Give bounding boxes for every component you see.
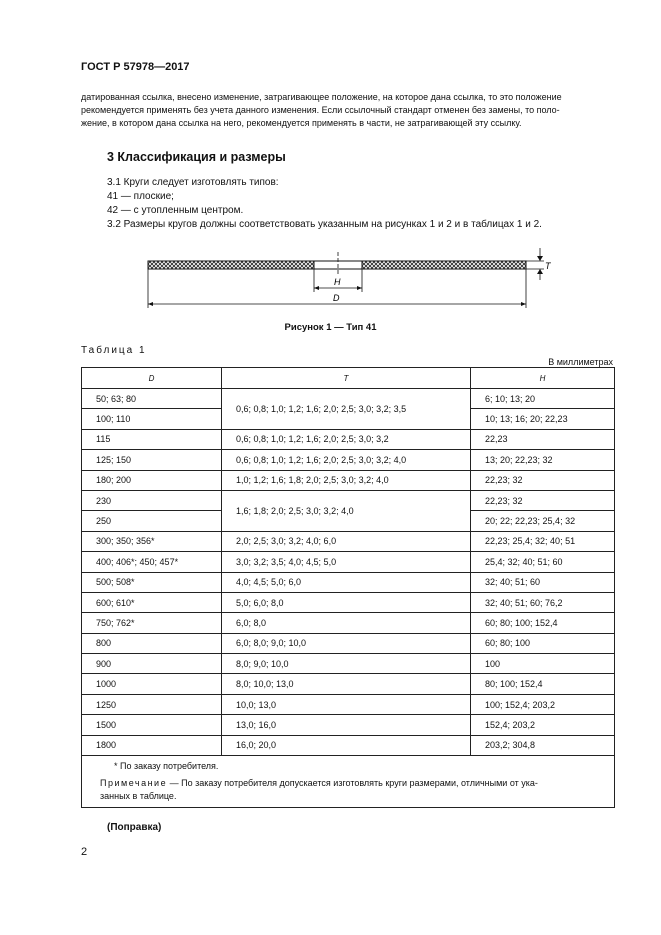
cell-h: 22,23; 32: [471, 490, 615, 510]
document-header: ГОСТ Р 57978—2017: [81, 61, 190, 73]
table-row: [82, 694, 615, 714]
table-row: [82, 450, 615, 470]
cell-d: 300; 350; 356*: [82, 531, 222, 551]
body-line: 3.2 Размеры кругов должны соответствовать указанным на рисунках 1 и 2 и в таблицах 1 и 2.: [107, 219, 542, 230]
cell-h: 22,23; 25,4; 32; 40; 51: [471, 531, 615, 551]
cell-t: 2,0; 2,5; 3,0; 3,2; 4,0; 6,0: [222, 531, 471, 551]
intro-line: рекомендуется применять без учета данного изменения. Если ссылочный стандарт отменен без замены, то поло-: [81, 105, 560, 115]
table-footer-row: [82, 756, 615, 808]
table-row: [82, 389, 615, 409]
wheel-right-section: [362, 261, 526, 269]
intro-paragraph: [81, 91, 611, 130]
cell-d: 400; 406*; 450; 457*: [82, 552, 222, 572]
cell-h: 152,4; 203,2: [471, 715, 615, 735]
figure-wheel-drawing: [140, 240, 560, 310]
page-number: 2: [81, 846, 88, 858]
cell-d: 1000: [82, 674, 222, 694]
cell-d: 115: [82, 429, 222, 449]
column-header-t: T: [222, 368, 471, 389]
dimension-label-H: H: [334, 277, 341, 287]
cell-d: 800: [82, 633, 222, 653]
table-row: [82, 552, 615, 572]
cell-t: 0,6; 0,8; 1,0; 1,2; 1,6; 2,0; 2,5; 3,0; 3,2: [222, 429, 471, 449]
cell-d: 600; 610*: [82, 592, 222, 612]
cell-h: 203,2; 304,8: [471, 735, 615, 755]
cell-h: 13; 20; 22,23; 32: [471, 450, 615, 470]
table-units: В миллиметрах: [548, 357, 613, 367]
cell-h: 22,23; 32: [471, 470, 615, 490]
cell-t: 13,0; 16,0: [222, 715, 471, 735]
cell-d: 180; 200: [82, 470, 222, 490]
table-row: [82, 470, 615, 490]
figure-caption: Рисунок 1 — Тип 41: [284, 322, 377, 333]
cell-t: 3,0; 3,2; 3,5; 4,0; 4,5; 5,0: [222, 552, 471, 572]
table-row: [82, 429, 615, 449]
correction-note: (Поправка): [107, 822, 162, 833]
table-row: [82, 592, 615, 612]
cell-h: 32; 40; 51; 60; 76,2: [471, 592, 615, 612]
wheel-left-section: [148, 261, 314, 269]
cell-h: 22,23: [471, 429, 615, 449]
cell-d: 230: [82, 490, 222, 510]
cell-h: 60; 80; 100; 152,4: [471, 613, 615, 633]
note-text-continued: занных в таблице.: [100, 791, 177, 802]
body-line: 41 — плоские;: [107, 191, 174, 202]
table-label: Таблица 1: [81, 345, 147, 356]
table-row: [82, 531, 615, 551]
cell-h: 20; 22; 22,23; 25,4; 32: [471, 511, 615, 531]
intro-line: датированная ссылка, внесено изменение, затрагивающее положение, на которое дана ссылка, то это положение: [81, 92, 562, 102]
dimension-label-D: D: [333, 293, 340, 303]
cell-h: 60; 80; 100: [471, 633, 615, 653]
cell-d: 1500: [82, 715, 222, 735]
cell-t: 10,0; 13,0: [222, 694, 471, 714]
cell-h: 10; 13; 16; 20; 22,23: [471, 409, 615, 429]
dimensions-table: [81, 367, 615, 808]
cell-d: 125; 150: [82, 450, 222, 470]
cell-t: 8,0; 9,0; 10,0: [222, 654, 471, 674]
table-row: [82, 490, 615, 510]
cell-t: 0,6; 0,8; 1,0; 1,2; 1,6; 2,0; 2,5; 3,0; 3,2; 3,5: [222, 389, 471, 430]
table-footnote: * По заказу потребителя.: [114, 761, 219, 772]
table-footer: [82, 756, 615, 808]
cell-h: 100; 152,4; 203,2: [471, 694, 615, 714]
table-note: [100, 777, 606, 790]
table-row: [82, 735, 615, 755]
note-label: Примечание: [100, 778, 168, 789]
cell-h: 80; 100; 152,4: [471, 674, 615, 694]
cell-d: 900: [82, 654, 222, 674]
table-row: [82, 674, 615, 694]
cell-d: 250: [82, 511, 222, 531]
table-row: [82, 572, 615, 592]
column-header-h: H: [471, 368, 615, 389]
cell-t: 8,0; 10,0; 13,0: [222, 674, 471, 694]
cell-d: 100; 110: [82, 409, 222, 429]
cell-d: 1800: [82, 735, 222, 755]
column-header-d: D: [82, 368, 222, 389]
body-line: 3.1 Круги следует изготовлять типов:: [107, 177, 279, 188]
cell-d: 1250: [82, 694, 222, 714]
table-header-row: [82, 368, 615, 389]
cell-t: 0,6; 0,8; 1,0; 1,2; 1,6; 2,0; 2,5; 3,0; 3,2; 4,0: [222, 450, 471, 470]
cell-d: 750; 762*: [82, 613, 222, 633]
cell-t: 1,6; 1,8; 2,0; 2,5; 3,0; 3,2; 4,0: [222, 490, 471, 531]
cell-d: 500; 508*: [82, 572, 222, 592]
cell-t: 16,0; 20,0: [222, 735, 471, 755]
dimension-label-T: T: [545, 261, 551, 271]
cell-t: 1,0; 1,2; 1,6; 1,8; 2,0; 2,5; 3,0; 3,2; 4,0: [222, 470, 471, 490]
table-row: [82, 633, 615, 653]
table-row: [82, 654, 615, 674]
section-title: 3 Классификация и размеры: [107, 150, 286, 164]
cell-h: 100: [471, 654, 615, 674]
intro-line: жение, в котором дана ссылка на него, рекомендуется применять в части, не затрагивающей эту ссылку.: [81, 118, 522, 128]
cell-t: 6,0; 8,0; 9,0; 10,0: [222, 633, 471, 653]
cell-h: 6; 10; 13; 20: [471, 389, 615, 409]
table-row: [82, 613, 615, 633]
cell-t: 5,0; 6,0; 8,0: [222, 592, 471, 612]
cell-d: 50; 63; 80: [82, 389, 222, 409]
cell-h: 32; 40; 51; 60: [471, 572, 615, 592]
cell-t: 6,0; 8,0: [222, 613, 471, 633]
cell-h: 25,4; 32; 40; 51; 60: [471, 552, 615, 572]
note-text: — По заказу потребителя допускается изготовлять круги размерами, отличными от ука-: [167, 778, 538, 789]
table-row: [82, 715, 615, 735]
body-line: 42 — с утопленным центром.: [107, 205, 244, 216]
cell-t: 4,0; 4,5; 5,0; 6,0: [222, 572, 471, 592]
